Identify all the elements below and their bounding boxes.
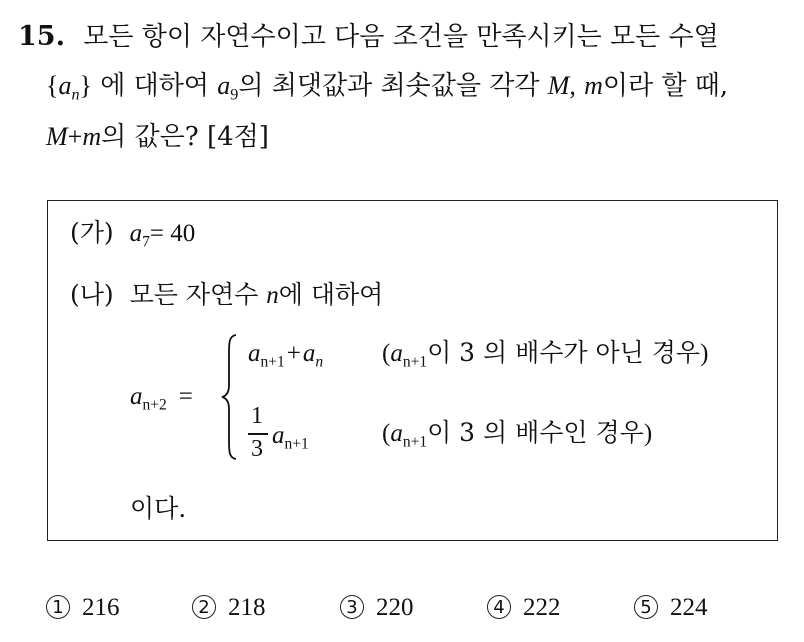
conditions-box xyxy=(47,200,778,541)
min-symbol: m xyxy=(584,71,603,100)
case-2-condition: ($a_{n+1}$이 3 의 배수인 경우) xyxy=(382,418,653,451)
cases-brace xyxy=(220,333,238,461)
fraction-numerator: 1 xyxy=(251,403,263,429)
condition-na-label: (나) xyxy=(70,280,114,309)
closing-text: 이다. xyxy=(130,494,187,523)
question-text-2b: 의 최댓값과 최솟값을 각각 xyxy=(238,71,540,101)
choice-4[interactable]: 4 222 xyxy=(487,592,561,623)
condition-na: (나) 모든 자연수 n에 대하여 xyxy=(70,280,384,309)
case-1-expression: $a_{n+1}+a_n$ xyxy=(248,340,324,371)
a9-symbol: $a_9$ xyxy=(217,71,239,104)
question-line-2: $\{a_n\}$ 에 대하여 $a_9$의 최댓값과 최솟값을 각각 M, m이라 할 때, xyxy=(46,71,729,104)
choice-1[interactable]: 1 216 xyxy=(46,592,120,623)
choice-5-mark: 5 xyxy=(634,595,658,619)
choice-3-mark: 3 xyxy=(340,595,364,619)
choice-2[interactable]: 2 218 xyxy=(192,592,266,623)
question-line-3: M+m의 값은? [4점] xyxy=(46,122,269,152)
question-text-2a: 에 대하여 xyxy=(100,71,210,101)
choice-4-mark: 4 xyxy=(487,595,511,619)
condition-ga-label: (가) xyxy=(70,218,114,247)
choice-2-mark: 2 xyxy=(192,595,216,619)
question-line-1 xyxy=(18,22,719,52)
choice-3[interactable]: 3 220 xyxy=(340,592,414,623)
sequence-symbol: $a_n$ xyxy=(58,71,80,104)
recurrence-lhs: $a_{n+2}$ = xyxy=(130,383,193,414)
brace-close: } xyxy=(79,71,93,100)
condition-ga: (가) $a_7= 40$ xyxy=(70,218,196,251)
question-number: 15. xyxy=(18,21,65,52)
condition-ga-rhs: = 40 xyxy=(149,220,196,247)
question-text-3: 의 값은? [4점] xyxy=(101,122,269,152)
brace-open: { xyxy=(46,71,59,100)
choice-1-mark: 1 xyxy=(46,595,70,619)
fraction-denominator: 3 xyxy=(251,436,263,462)
choice-5[interactable]: 5 224 xyxy=(634,592,708,623)
question-text-2c: 이라 할 때, xyxy=(602,71,729,101)
fraction-bar xyxy=(248,433,268,435)
case-1-condition: ($a_{n+1}$이 3 의 배수가 아닌 경우) xyxy=(382,338,709,371)
fraction-one-third xyxy=(248,403,268,465)
max-symbol: M xyxy=(547,71,570,100)
case-2-expression: $a_{n+1}$ xyxy=(272,422,309,453)
question-text-1: 모든 항이 자연수이고 다음 조건을 만족시키는 모든 수열 xyxy=(83,22,719,52)
